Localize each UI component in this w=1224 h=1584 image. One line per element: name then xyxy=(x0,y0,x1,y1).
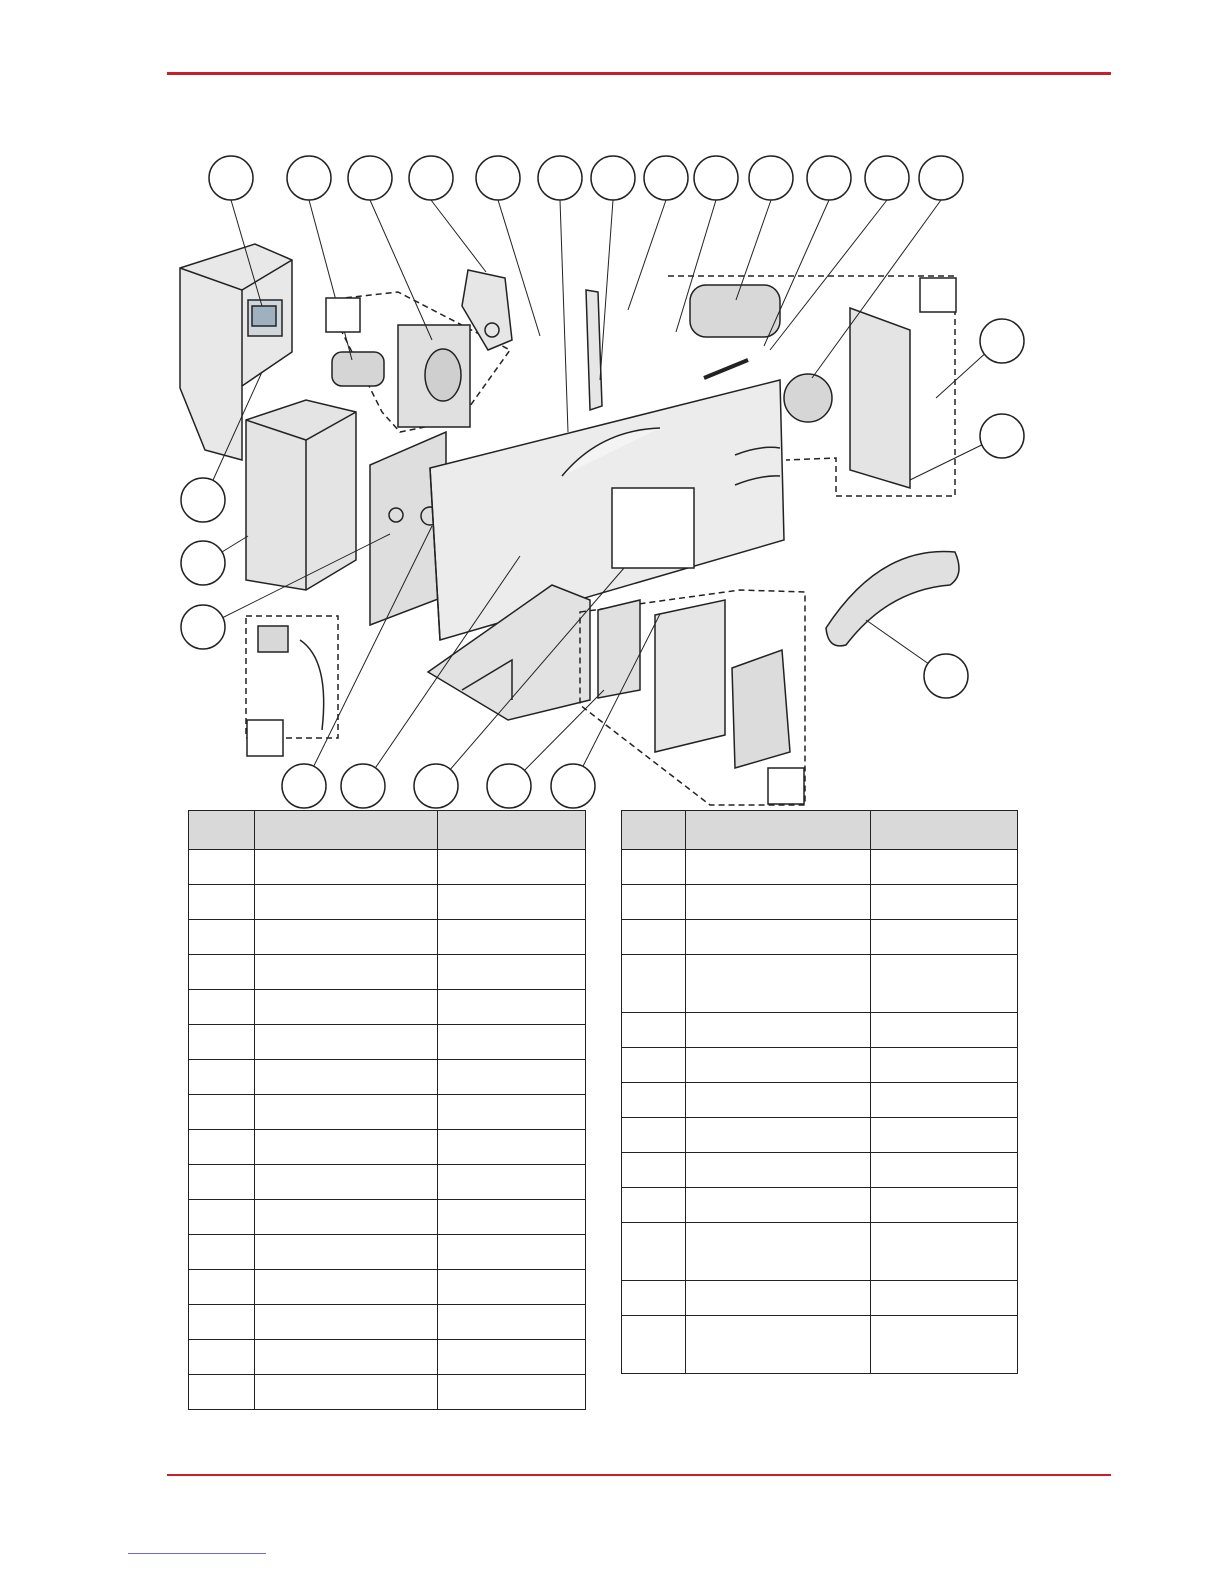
table-cell xyxy=(189,1025,255,1060)
table-cell xyxy=(622,1013,686,1048)
callout-circle xyxy=(287,156,331,200)
table-cell xyxy=(622,955,686,1013)
table-row xyxy=(622,1048,1018,1083)
table-cell xyxy=(622,1118,686,1153)
table-row xyxy=(189,1130,586,1165)
table-cell xyxy=(255,1340,438,1375)
table-cell xyxy=(255,1025,438,1060)
table-row xyxy=(622,920,1018,955)
table-row xyxy=(622,1153,1018,1188)
table-row xyxy=(622,885,1018,920)
callout-circle xyxy=(348,156,392,200)
table-cell xyxy=(622,850,686,885)
table-cell xyxy=(622,1083,686,1118)
table-cell xyxy=(438,1235,586,1270)
table-cell xyxy=(189,1270,255,1305)
table-row xyxy=(189,1165,586,1200)
header-cell xyxy=(622,811,686,850)
callout-circle xyxy=(409,156,453,200)
table-cell xyxy=(871,1118,1018,1153)
table-cell xyxy=(255,850,438,885)
callout-circle xyxy=(341,764,385,808)
table-cell xyxy=(255,1375,438,1410)
table-cell xyxy=(189,850,255,885)
callout-circle xyxy=(807,156,851,200)
header-cell xyxy=(255,811,438,850)
table-cell xyxy=(255,990,438,1025)
table-cell xyxy=(438,850,586,885)
table-cell xyxy=(189,990,255,1025)
table-cell xyxy=(438,955,586,990)
table-row xyxy=(189,1095,586,1130)
table-cell xyxy=(438,1095,586,1130)
table-row xyxy=(622,1013,1018,1048)
table-cell xyxy=(189,955,255,990)
table-cell xyxy=(871,920,1018,955)
detail-box xyxy=(920,278,956,312)
table-row xyxy=(622,1316,1018,1374)
table-cell xyxy=(686,1153,871,1188)
table-cell xyxy=(189,1095,255,1130)
table-cell xyxy=(622,1281,686,1316)
cover-box xyxy=(246,400,356,590)
table-header-row xyxy=(189,811,586,850)
table-cell xyxy=(686,955,871,1013)
table-cell xyxy=(438,1305,586,1340)
callout-circle xyxy=(181,605,225,649)
table-cell xyxy=(622,1223,686,1281)
table-row xyxy=(189,1235,586,1270)
table-cell xyxy=(255,1235,438,1270)
table-cell xyxy=(871,1316,1018,1374)
table-cell xyxy=(622,1188,686,1223)
table-cell xyxy=(189,1375,255,1410)
table-row xyxy=(189,1375,586,1410)
table-cell xyxy=(189,920,255,955)
detail-box xyxy=(768,768,804,804)
callout-circle xyxy=(865,156,909,200)
table-cell xyxy=(438,1130,586,1165)
header-cell xyxy=(189,811,255,850)
callout-circle xyxy=(980,414,1024,458)
table-cell xyxy=(686,1118,871,1153)
table-cell xyxy=(255,885,438,920)
table-row xyxy=(189,1340,586,1375)
table-row xyxy=(189,1305,586,1340)
detail-box xyxy=(326,298,360,332)
callout-circle xyxy=(551,764,595,808)
table-cell xyxy=(686,1013,871,1048)
table-cell xyxy=(438,1270,586,1305)
table-cell xyxy=(189,1165,255,1200)
table-cell xyxy=(871,1281,1018,1316)
table-cell xyxy=(189,1200,255,1235)
table-row xyxy=(622,955,1018,1013)
table-cell xyxy=(622,1048,686,1083)
table-cell xyxy=(438,1165,586,1200)
callout-circle xyxy=(476,156,520,200)
table-cell xyxy=(255,1060,438,1095)
table-cell xyxy=(871,1013,1018,1048)
table-cell xyxy=(189,1060,255,1095)
table-cell xyxy=(189,1305,255,1340)
table-cell xyxy=(622,1316,686,1374)
table-cell xyxy=(438,990,586,1025)
table-cell xyxy=(686,1083,871,1118)
table-cell xyxy=(686,1316,871,1374)
table-cell xyxy=(622,1153,686,1188)
callout-circle xyxy=(209,156,253,200)
table-row xyxy=(189,920,586,955)
table-cell xyxy=(871,1048,1018,1083)
table-cell xyxy=(622,920,686,955)
table-cell xyxy=(686,1223,871,1281)
callout-circle xyxy=(644,156,688,200)
table-row xyxy=(622,1118,1018,1153)
table-cell xyxy=(255,955,438,990)
lever-arm xyxy=(586,290,602,410)
table-row xyxy=(189,1200,586,1235)
table-cell xyxy=(686,885,871,920)
detail-box xyxy=(247,720,283,756)
table-cell xyxy=(438,1025,586,1060)
table-cell xyxy=(871,1083,1018,1118)
table-cell xyxy=(189,1235,255,1270)
callout-circle xyxy=(181,478,225,522)
callout-circle xyxy=(694,156,738,200)
table-cell xyxy=(189,1130,255,1165)
table-cell xyxy=(622,885,686,920)
table-cell xyxy=(189,1340,255,1375)
table-cell xyxy=(255,1095,438,1130)
table-cell xyxy=(686,920,871,955)
callout-circle xyxy=(487,764,531,808)
table-cell xyxy=(255,1130,438,1165)
table-cell xyxy=(255,1305,438,1340)
table-row xyxy=(189,1060,586,1095)
table-cell xyxy=(871,1223,1018,1281)
callout-circle xyxy=(919,156,963,200)
table-cell xyxy=(438,1200,586,1235)
parts-table-right xyxy=(621,810,1018,1374)
table-row xyxy=(622,1083,1018,1118)
parts-table-left xyxy=(188,810,586,1410)
callout-circle xyxy=(980,319,1024,363)
table-row xyxy=(622,850,1018,885)
table-row xyxy=(189,885,586,920)
table-cell xyxy=(255,1165,438,1200)
footer-rule xyxy=(167,1474,1111,1476)
callout-circle xyxy=(749,156,793,200)
table-cell xyxy=(686,1048,871,1083)
callout-circle xyxy=(282,764,326,808)
table-row xyxy=(622,1223,1018,1281)
table-cell xyxy=(686,850,871,885)
table-row xyxy=(189,955,586,990)
table-row xyxy=(189,1025,586,1060)
table-cell xyxy=(438,1375,586,1410)
callout-circle xyxy=(924,654,968,698)
table-cell xyxy=(686,1281,871,1316)
table-cell xyxy=(438,1340,586,1375)
table-cell xyxy=(255,920,438,955)
footer-link-underline[interactable] xyxy=(128,1553,266,1554)
callout-circle xyxy=(414,764,458,808)
callout-circle xyxy=(538,156,582,200)
table-cell xyxy=(189,885,255,920)
table-row xyxy=(189,1270,586,1305)
table-row xyxy=(189,990,586,1025)
main-frame xyxy=(430,380,784,640)
callout-circle xyxy=(591,156,635,200)
header-cell xyxy=(871,811,1018,850)
table-cell xyxy=(255,1200,438,1235)
table-row xyxy=(189,850,586,885)
table-cell xyxy=(438,920,586,955)
curved-guide xyxy=(826,551,959,645)
table-row xyxy=(622,1188,1018,1223)
header-cell xyxy=(686,811,871,850)
table-header-row xyxy=(622,811,1018,850)
table-cell xyxy=(255,1270,438,1305)
table-cell xyxy=(871,1153,1018,1188)
table-cell xyxy=(871,850,1018,885)
table-row xyxy=(622,1281,1018,1316)
table-cell xyxy=(871,1188,1018,1223)
callout-circle xyxy=(181,541,225,585)
table-cell xyxy=(871,885,1018,920)
table-cell xyxy=(686,1188,871,1223)
table-cell xyxy=(438,885,586,920)
table-cell xyxy=(438,1060,586,1095)
table-cell xyxy=(871,955,1018,1013)
header-cell xyxy=(438,811,586,850)
